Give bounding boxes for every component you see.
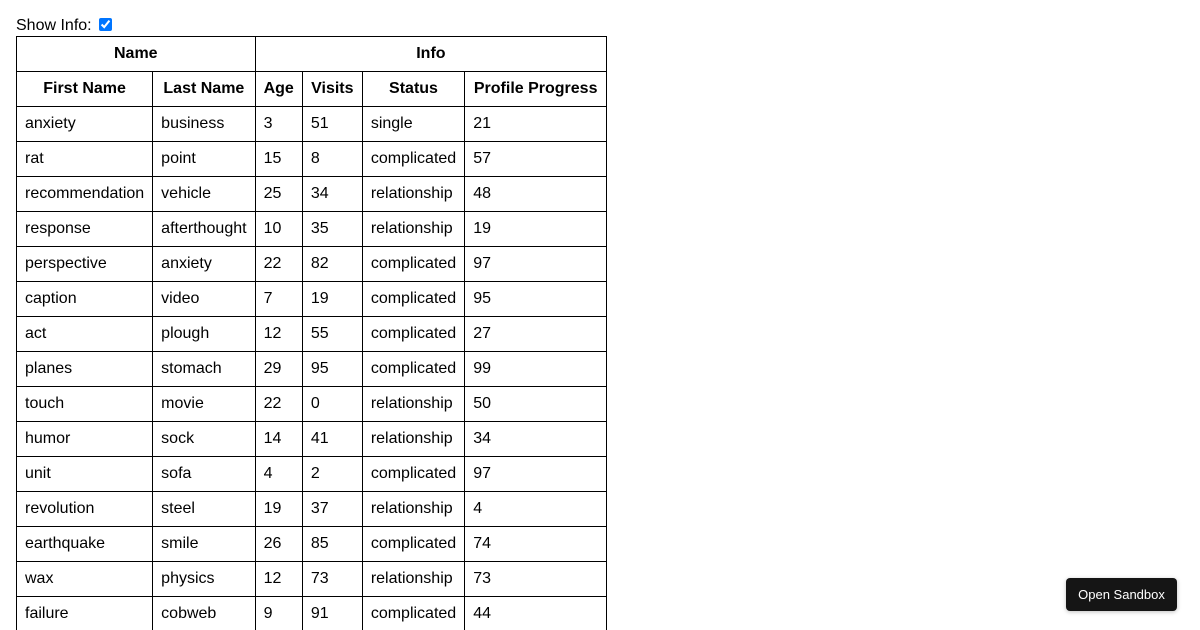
age-cell: 29	[255, 352, 302, 387]
first-name-cell: wax	[17, 562, 153, 597]
first-name-cell: earthquake	[17, 527, 153, 562]
visits-cell: 73	[302, 562, 362, 597]
age-cell: 19	[255, 492, 302, 527]
table-header	[17, 37, 607, 107]
table-row	[17, 527, 607, 562]
age-cell: 26	[255, 527, 302, 562]
group-header-name: Name	[17, 37, 256, 72]
first-name-cell: touch	[17, 387, 153, 422]
table-row	[17, 247, 607, 282]
age-cell: 10	[255, 212, 302, 247]
profile-progress-cell: 4	[465, 492, 607, 527]
column-header-first-name: First Name	[17, 72, 153, 107]
profile-progress-cell: 34	[465, 422, 607, 457]
age-cell: 14	[255, 422, 302, 457]
age-cell: 22	[255, 247, 302, 282]
status-cell: complicated	[362, 597, 464, 630]
last-name-cell: stomach	[153, 352, 255, 387]
visits-cell: 55	[302, 317, 362, 352]
open-sandbox-button[interactable]: Open Sandbox	[1066, 578, 1177, 611]
table-row	[17, 387, 607, 422]
table-row	[17, 352, 607, 387]
first-name-cell: anxiety	[17, 107, 153, 142]
table-row	[17, 212, 607, 247]
status-cell: relationship	[362, 562, 464, 597]
status-cell: complicated	[362, 142, 464, 177]
last-name-cell: movie	[153, 387, 255, 422]
status-cell: complicated	[362, 352, 464, 387]
column-header-age: Age	[255, 72, 302, 107]
profile-progress-cell: 73	[465, 562, 607, 597]
profile-progress-cell: 50	[465, 387, 607, 422]
visits-cell: 82	[302, 247, 362, 282]
profile-progress-cell: 19	[465, 212, 607, 247]
last-name-cell: afterthought	[153, 212, 255, 247]
last-name-cell: steel	[153, 492, 255, 527]
table-row	[17, 177, 607, 212]
status-cell: complicated	[362, 317, 464, 352]
column-header-last-name: Last Name	[153, 72, 255, 107]
show-info-checkbox[interactable]	[99, 18, 112, 31]
profile-progress-cell: 57	[465, 142, 607, 177]
visits-cell: 85	[302, 527, 362, 562]
first-name-cell: perspective	[17, 247, 153, 282]
first-name-cell: revolution	[17, 492, 153, 527]
status-cell: complicated	[362, 282, 464, 317]
profile-progress-cell: 21	[465, 107, 607, 142]
table-row	[17, 457, 607, 492]
table-row	[17, 562, 607, 597]
show-info-toggle[interactable]	[16, 17, 112, 35]
table-row	[17, 422, 607, 457]
status-cell: relationship	[362, 422, 464, 457]
last-name-cell: point	[153, 142, 255, 177]
profile-progress-cell: 97	[465, 247, 607, 282]
column-header-status: Status	[362, 72, 464, 107]
profile-progress-cell: 27	[465, 317, 607, 352]
first-name-cell: caption	[17, 282, 153, 317]
first-name-cell: humor	[17, 422, 153, 457]
table-row	[17, 282, 607, 317]
last-name-cell: video	[153, 282, 255, 317]
table-row	[17, 107, 607, 142]
status-cell: complicated	[362, 527, 464, 562]
visits-cell: 19	[302, 282, 362, 317]
first-name-cell: response	[17, 212, 153, 247]
age-cell: 3	[255, 107, 302, 142]
table-row	[17, 317, 607, 352]
visits-cell: 34	[302, 177, 362, 212]
age-cell: 22	[255, 387, 302, 422]
data-table	[16, 36, 607, 630]
first-name-cell: rat	[17, 142, 153, 177]
last-name-cell: physics	[153, 562, 255, 597]
first-name-cell: recommendation	[17, 177, 153, 212]
table-row	[17, 492, 607, 527]
last-name-cell: cobweb	[153, 597, 255, 630]
first-name-cell: failure	[17, 597, 153, 630]
visits-cell: 41	[302, 422, 362, 457]
group-header-row	[17, 37, 607, 72]
profile-progress-cell: 97	[465, 457, 607, 492]
visits-cell: 0	[302, 387, 362, 422]
age-cell: 15	[255, 142, 302, 177]
profile-progress-cell: 95	[465, 282, 607, 317]
visits-cell: 95	[302, 352, 362, 387]
visits-cell: 91	[302, 597, 362, 630]
last-name-cell: business	[153, 107, 255, 142]
age-cell: 25	[255, 177, 302, 212]
last-name-cell: sock	[153, 422, 255, 457]
last-name-cell: smile	[153, 527, 255, 562]
last-name-cell: plough	[153, 317, 255, 352]
last-name-cell: vehicle	[153, 177, 255, 212]
last-name-cell: anxiety	[153, 247, 255, 282]
last-name-cell: sofa	[153, 457, 255, 492]
profile-progress-cell: 44	[465, 597, 607, 630]
age-cell: 4	[255, 457, 302, 492]
first-name-cell: act	[17, 317, 153, 352]
status-cell: relationship	[362, 177, 464, 212]
visits-cell: 51	[302, 107, 362, 142]
table-row	[17, 597, 607, 630]
visits-cell: 2	[302, 457, 362, 492]
column-header-profile-progress: Profile Progress	[465, 72, 607, 107]
age-cell: 7	[255, 282, 302, 317]
table-body	[17, 107, 607, 630]
first-name-cell: unit	[17, 457, 153, 492]
column-header-visits: Visits	[302, 72, 362, 107]
age-cell: 12	[255, 317, 302, 352]
show-info-label: Show Info:	[16, 17, 92, 34]
status-cell: relationship	[362, 212, 464, 247]
visits-cell: 35	[302, 212, 362, 247]
column-header-row	[17, 72, 607, 107]
visits-cell: 8	[302, 142, 362, 177]
status-cell: single	[362, 107, 464, 142]
status-cell: relationship	[362, 492, 464, 527]
status-cell: complicated	[362, 457, 464, 492]
profile-progress-cell: 48	[465, 177, 607, 212]
profile-progress-cell: 74	[465, 527, 607, 562]
table-row	[17, 142, 607, 177]
age-cell: 9	[255, 597, 302, 630]
status-cell: complicated	[362, 247, 464, 282]
first-name-cell: planes	[17, 352, 153, 387]
age-cell: 12	[255, 562, 302, 597]
group-header-info: Info	[255, 37, 607, 72]
profile-progress-cell: 99	[465, 352, 607, 387]
status-cell: relationship	[362, 387, 464, 422]
visits-cell: 37	[302, 492, 362, 527]
